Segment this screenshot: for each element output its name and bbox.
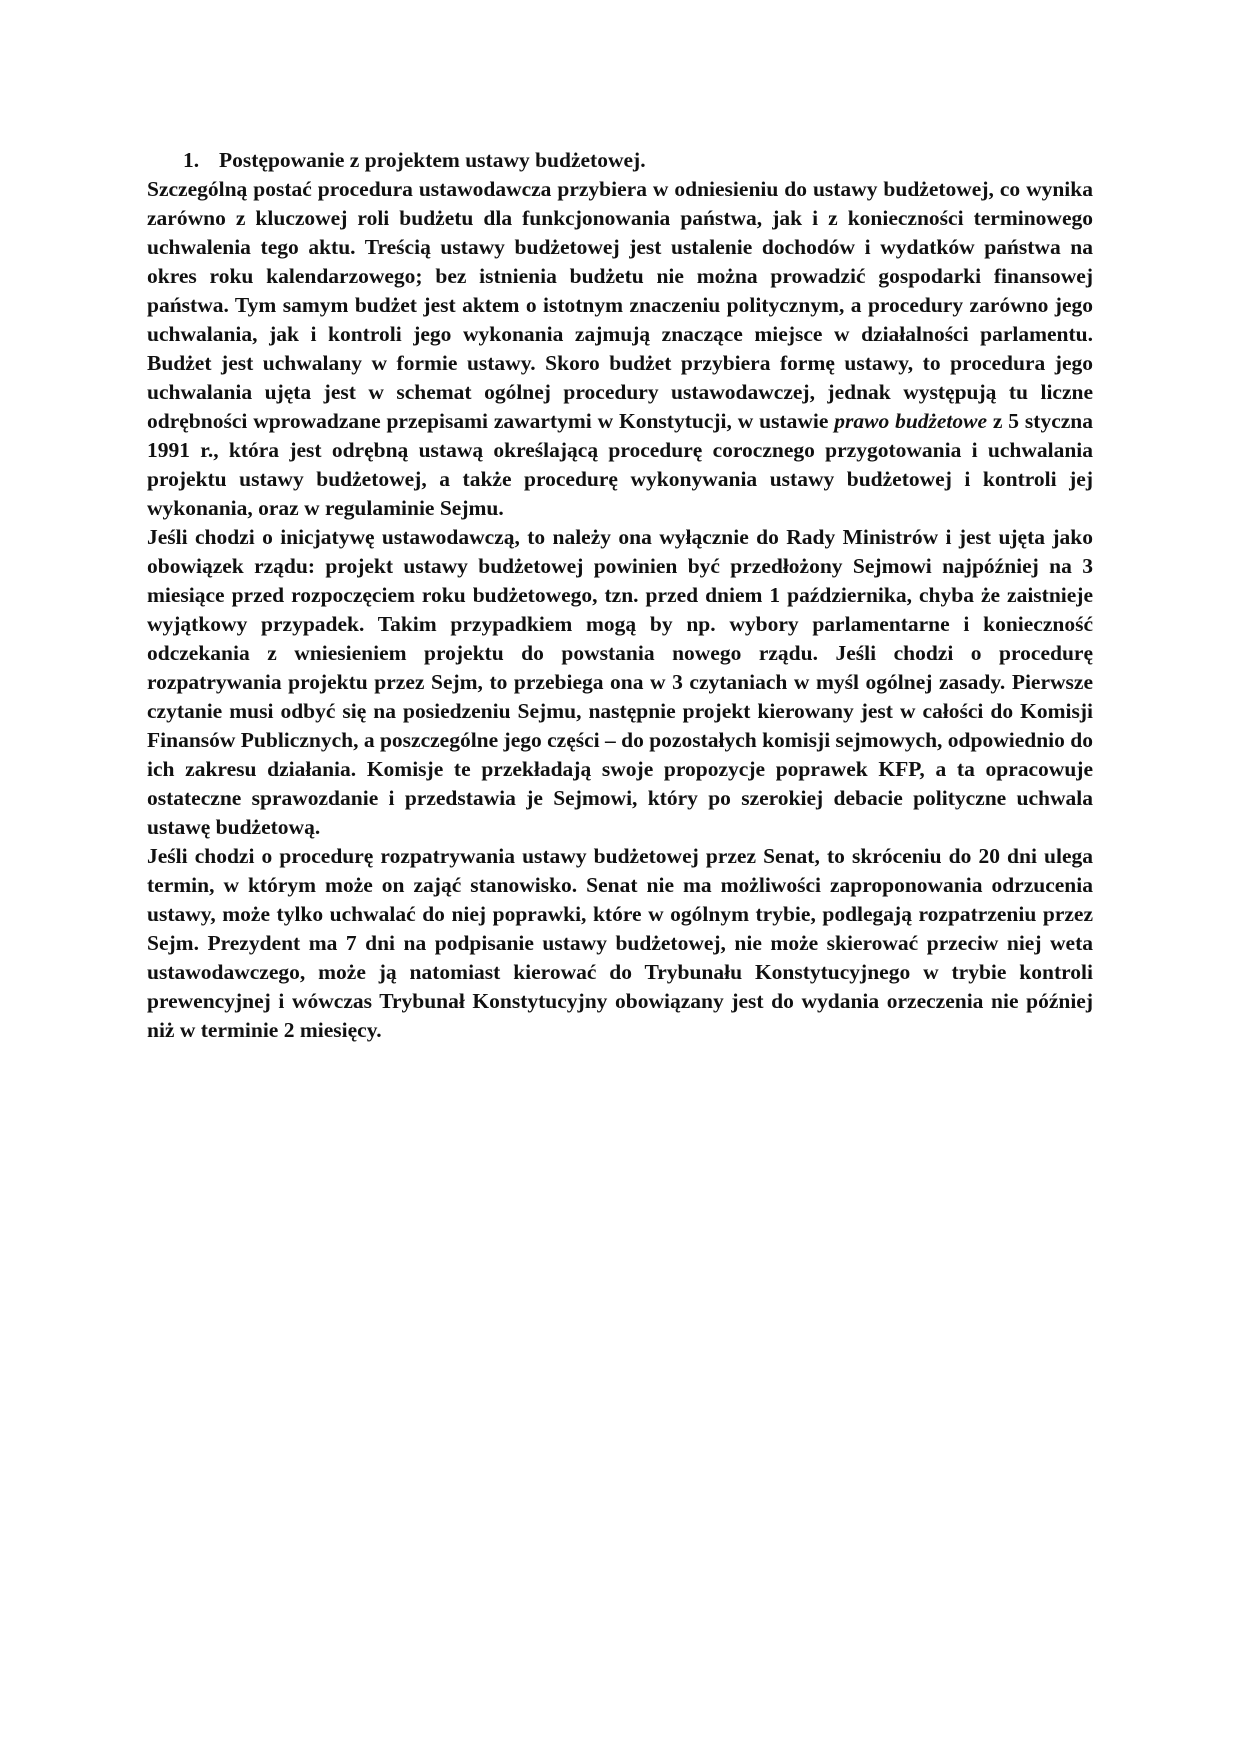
italic-law-name: prawo budżetowe bbox=[834, 409, 988, 433]
paragraph-text: Szczególną postać procedura ustawodawcza przybiera w odniesieniu do ustawy budżetowej, co wynika zarówno z kluczowej roli budżetu dla funkcjonowania państwa, jak i z konieczności terminowego uchwalenia tego aktu. Treścią ustawy budżetowej jest ustalenie dochodów i wydatków państwa na okres roku kalendarzowego; bez istnienia budżetu nie można prowadzić gospodarki finansowej państwa. Tym samym budżet jest aktem o istotnym znaczeniu politycznym, a procedury zarówno jego uchwalania, jak i kontroli jego wykonania zajmują znaczące miejsce w działalności parlamentu. Budżet jest uchwalany w formie ustawy. Skoro budżet przybiera formę ustawy, to procedura jego uchwalania ujęta jest w schemat ogólnej procedury ustawodawczej, jednak występują tu liczne odrębności wprowadzane przepisami zawartymi w Konstytucji, w ustawie bbox=[147, 177, 1093, 433]
paragraph-senate-procedure: Jeśli chodzi o procedurę rozpatrywania ustawy budżetowej przez Senat, to skróceniu do 20 dni ulega termin, w którym może on zająć stanowisko. Senat nie ma możliwości zaproponowania odrzucenia ustawy, może tylko uchwalać do niej poprawki, które w ogólnym trybie, podlegają rozpatrzeniu przez Sejm. Prezydent ma 7 dni na podpisanie ustawy budżetowej, nie może skierować przeciw niej weta ustawodawczego, może ją natomiast kierować do Trybunału Konstytucyjnego w trybie kontroli prewencyjnej i wówczas Trybunał Konstytucyjny obowiązany jest do wydania orzeczenia nie później niż w terminie 2 miesięcy. bbox=[147, 844, 1093, 1042]
section-title: Postępowanie z projektem ustawy budżetowej. bbox=[219, 148, 646, 172]
paragraph-budget-procedure bbox=[147, 175, 1093, 523]
section-number: 1. bbox=[183, 148, 200, 172]
paragraph-text: z 5 styczna 1991 r., która jest odrębną ustawą określającą procedurę corocznego przygotowania i uchwalania projektu ustawy budżetowej, a także procedurę wykonywania ustawy budżetowej i kontroli jej wykonania, oraz w regulaminie Sejmu. bbox=[147, 409, 1093, 520]
paragraph-legislative-initiative: Jeśli chodzi o inicjatywę ustawodawczą, to należy ona wyłącznie do Rady Ministrów i jest ujęta jako obowiązek rządu: projekt ustawy budżetowej powinien być przedłożony Sejmowi najpóźniej na 3 miesiące przed rozpoczęciem roku budżetowego, tzn. przed dniem 1 października, chyba że zaistnieje wyjątkowy przypadek. Takim przypadkiem mogą by np. wybory parlamentarne i konieczność odczekania z wniesieniem projektu do powstania nowego rządu. Jeśli chodzi o procedurę rozpatrywania projektu przez Sejm, to przebiega ona w 3 czytaniach w myśl ogólnej zasady. Pierwsze czytanie musi odbyć się na posiedzeniu Sejmu, następnie projekt kierowany jest w całości do Komisji Finansów Publicznych, a poszczególne jego części – do pozostałych komisji sejmowych, odpowiednio do ich zakresu działania. Komisje te przekładają swoje propozycje poprawek KFP, a ta opracowuje ostateczne sprawozdanie i przedstawia je Sejmowi, który po szerokiej debacie polityczne uchwala ustawę budżetową. bbox=[147, 525, 1093, 839]
document-body bbox=[147, 146, 1093, 1045]
section-heading bbox=[147, 146, 1093, 175]
